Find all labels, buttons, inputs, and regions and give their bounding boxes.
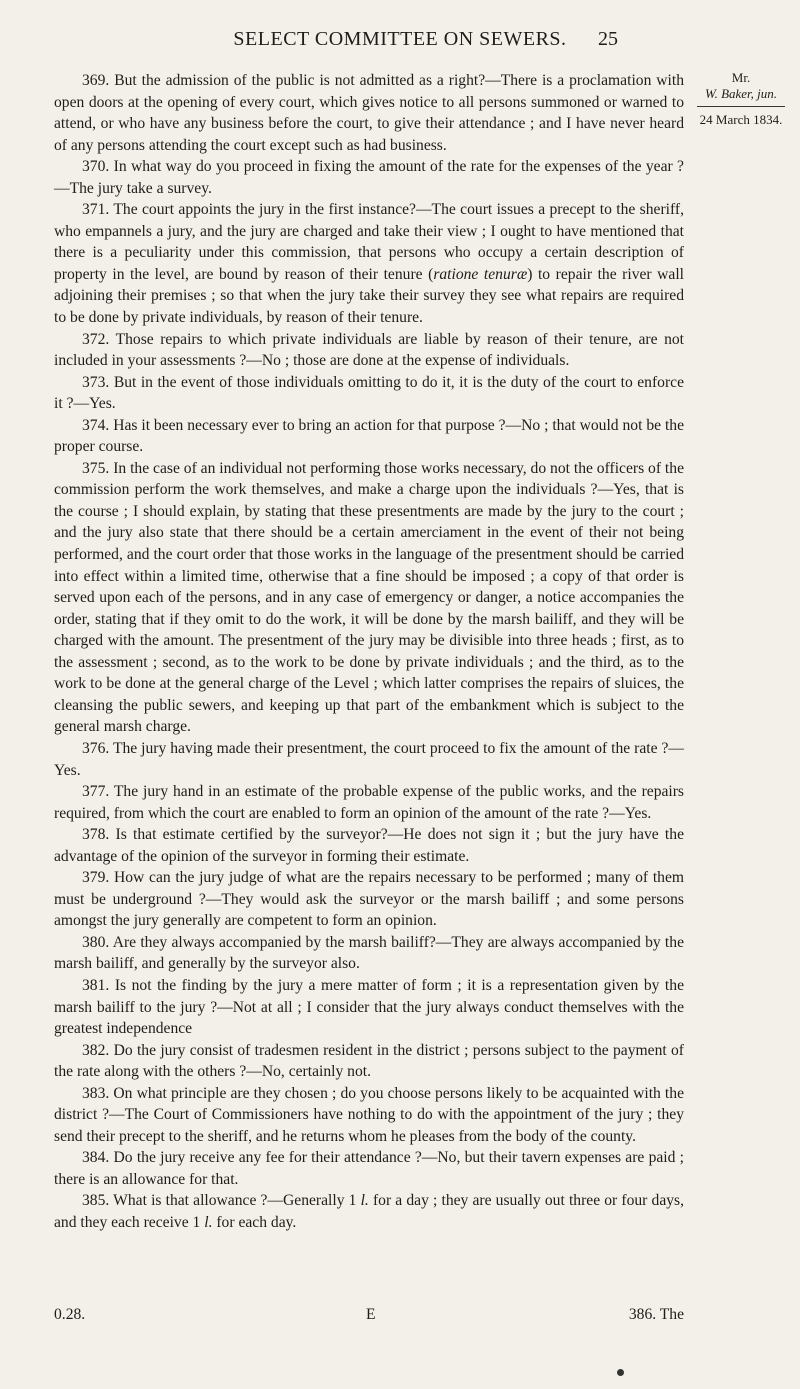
- signature-mark: E: [366, 1306, 376, 1323]
- catchword: 386. The: [628, 1306, 684, 1323]
- question-383: 383. On what principle are they chosen ; do you choose persons likely to be acquainted with the district ?—The Court of Commissioners have nothing to do with the appointment of the jury ; they send their precept to the sheriff, and he returns whom he pleases from the body of the county.: [54, 1084, 684, 1145]
- margin-rule: [697, 106, 785, 107]
- body-text: [54, 70, 684, 1234]
- question-373: 373. But in the event of those individuals omitting to do it, it is the duty of the court to enforce it ?—Yes.: [54, 373, 685, 413]
- testimony-date: 24 March 1834.: [699, 112, 783, 127]
- question-374: 374. Has it been necessary ever to bring an action for that purpose ?—No ; that would not be the proper course.: [54, 416, 684, 456]
- question-382: 382. Do the jury consist of tradesmen resident in the district ; persons subject to the payment of the rate along with the others ?—No, certainly not.: [54, 1041, 684, 1081]
- question-378: 378. Is that estimate certified by the surveyor?—He does not sign it ; but the jury have the advantage of the opinion of the surveyor in forming their estimate.: [54, 826, 684, 865]
- witness-prefix: Mr.: [731, 70, 751, 85]
- question-377: 377. The jury hand in an estimate of the probable expense of the public works, and the repairs required, from which the court are enabled to form an opinion of the amount of the rate ?—Yes.: [54, 783, 684, 822]
- question-371: 371. The court appoints the jury in the first instance?—The court issues a precept to the sheriff, who empannels a jury, and the jury are charged and take their view ; I ought to have mentioned that there is a peculiarity under this commission, that persons who occupy a certain description of property in the level, are bound by reason of their tenure (ratione tenuræ) to repair the river wall adjoining their premises ; so that when the jury take their survey they see what repairs are required to be done by private individuals, by reason of their tenure.: [54, 201, 685, 327]
- question-369: 369. But the admission of the public is not admitted as a right?—There is a proclamation with open doors at the opening of every court, which gives notice to all persons summoned or warned to attend, or who have any business before the court, to give their attendance ; and I have never heard of any persons attending the court except such as had business.: [54, 72, 684, 154]
- printer-signature: 0.28.: [54, 1306, 86, 1323]
- question-370: 370. In what way do you proceed in fixing the amount of the rate for the expenses of the year ?—The jury take a survey.: [54, 158, 684, 197]
- ink-blot: [617, 1369, 624, 1376]
- question-379: 379. How can the jury judge of what are the repairs necessary to be performed ; many of them must be underground ?—They would ask the surveyor or the marsh bailiff ; and some persons amongst the jury generally are competent to form an opinion.: [54, 869, 684, 930]
- question-380: 380. Are they always accompanied by the marsh bailiff?—They are always accompanied by the marsh bailiff, and generally by the surveyor also.: [54, 933, 684, 973]
- page-footer: [54, 1306, 684, 1330]
- question-372: 372. Those repairs to which private individuals are liable by reason of their tenure, are not included in your assessments ?—No ; those are done at the expense of individuals.: [54, 330, 684, 370]
- question-376: 376. The jury having made their presentment, the court proceed to fix the amount of the rate ?—Yes.: [54, 739, 684, 779]
- question-381: 381. Is not the finding by the jury a mere matter of form ; it is a representation given by the marsh bailiff to the jury ?—Not at all ; I consider that the jury always conduct themselves with the greatest independence: [54, 976, 684, 1038]
- page-number: 25: [598, 28, 618, 50]
- page-header: [0, 8, 800, 48]
- question-375: 375. In the case of an individual not performing those works necessary, do not the officers of the commission perform the work themselves, and make a charge upon the individuals ?—Yes, that is the course ; I should explain, by stating that these presentments are made by the jury to the court ; and the jury also state that there should be a certain amerciament in the event of their not being performed, and the court order that those works in the language of the presentment should be carried into effect within a limited time, otherwise that a fine should be imposed ; a copy of that order is served upon each of the persons, and in any case of emergency or danger, a notice accompanies the order, stating that if they omit to do the work, it will be done by the marsh bailiff, and they will be charged with the amount. The presentment of the jury may be divisible into three heads ; first, as to the assessment ; second, as to the work to be done by private individuals ; and the third, as to the work to be done at the general charge of the Level ; which latter comprises the repairs of sluices, the cleansing the public sewers, and keeping up that part of the embankment which is subject to the general marsh charge.: [54, 459, 684, 736]
- question-385: 385. What is that allowance ?—Generally 1 l. for a day ; they are usually out three or four days, and they each receive 1 l. for each day.: [54, 1192, 685, 1231]
- witness-name: W. Baker, jun.: [704, 86, 778, 101]
- running-title: SELECT COMMITTEE ON SEWERS.: [233, 28, 567, 50]
- margin-note: [691, 70, 791, 128]
- question-384: 384. Do the jury receive any fee for their attendance ?—No, but their tavern expenses are paid ; there is an allowance for that.: [54, 1149, 684, 1188]
